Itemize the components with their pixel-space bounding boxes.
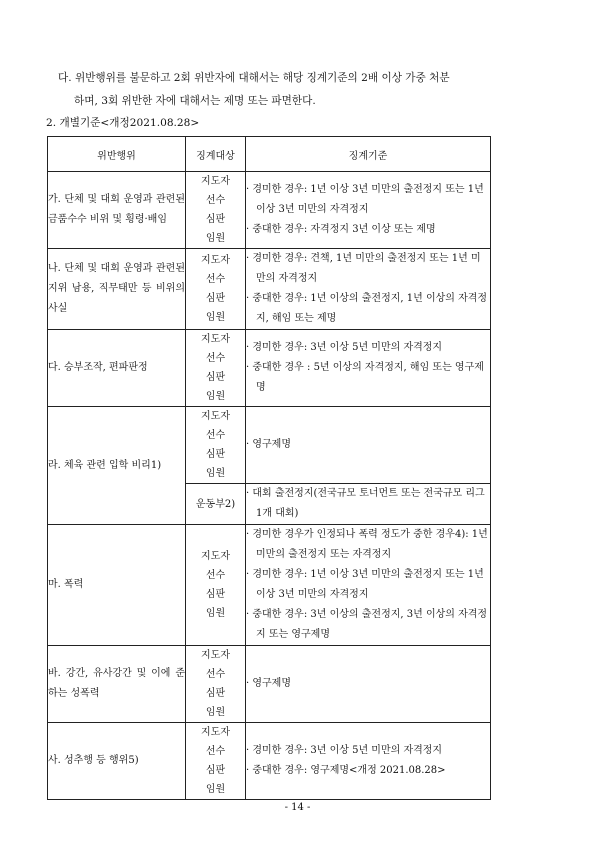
standard-item: · 중대한 경우: 영구제명<개정 2021.08.28> (246, 765, 446, 776)
standard-cell (246, 525, 491, 646)
standard-item: · 중대한 경우: 1년 이상의 출전정지, 1년 이상의 자격정지, 해임 또는 제명 (246, 293, 488, 324)
target-label: 심판 (205, 765, 226, 776)
target-cell (186, 646, 246, 723)
standard-item: · 경미한 경우: 1년 이상 3년 미만의 출전정지 또는 1년 이상 3년 미만의 자격정지 (246, 184, 484, 215)
target-cell (186, 330, 246, 407)
violation-cell: 라. 체육 관련 입학 비리1) (48, 407, 186, 525)
table-row (48, 723, 491, 800)
target-label: 임원 (205, 233, 226, 244)
intro-paragraph-line2: 하며, 3회 위반한 자에 대해서는 제명 또는 파면한다. (74, 95, 316, 107)
discipline-standards-table (47, 136, 491, 800)
standard-item: · 경미한 경우가 인정되나 폭력 정도가 중한 경우4): 1년 미만의 출전정지 또는 자격정지 (246, 529, 488, 560)
standard-item: · 중대한 경우: 자격정지 3년 이상 또는 제명 (246, 224, 436, 235)
standard-cell (246, 330, 491, 407)
standard-item: · 경미한 경우: 견책, 1년 미만의 출전정지 또는 1년 미만의 자격정지 (246, 253, 481, 284)
target-label: 심판 (205, 372, 226, 383)
target-label: 심판 (205, 589, 226, 600)
standard-item: · 영구제명 (246, 439, 291, 450)
target-label: 임원 (205, 784, 226, 795)
table-row (48, 646, 491, 723)
table-row (48, 525, 491, 646)
table-header-row (48, 137, 491, 172)
target-label: 심판 (205, 293, 226, 304)
target-label: 지도자 (201, 727, 230, 738)
table-row (48, 172, 491, 249)
target-cell (186, 407, 246, 484)
target-label: 지도자 (201, 334, 230, 345)
standard-item: · 대회 출전정지(전국규모 토너먼트 또는 전국규모 리그 1개 대회) (246, 488, 485, 519)
standard-cell (246, 484, 491, 525)
target-label: 선수 (205, 746, 226, 757)
table-row (48, 330, 491, 407)
table-row (48, 407, 491, 484)
target-label: 선수 (205, 195, 226, 206)
standard-item: · 경미한 경우: 1년 이상 3년 미만의 출전정지 또는 1년 이상 3년 미만의 자격정지 (246, 569, 484, 600)
target-label: 임원 (205, 468, 226, 479)
target-label: 선수 (205, 430, 226, 441)
intro-paragraph-line1: 다. 위반행위를 불문하고 2회 위반자에 대해서는 해당 징계기준의 2배 이상 가중 처분 (58, 72, 450, 84)
target-cell (186, 484, 246, 525)
target-label: 임원 (205, 707, 226, 718)
header-violation: 위반행위 (48, 137, 186, 172)
violation-cell: 다. 승부조작, 편파판정 (48, 330, 186, 407)
standard-cell (246, 646, 491, 723)
target-label: 심판 (205, 214, 226, 225)
target-label: 지도자 (201, 411, 230, 422)
standard-item: · 중대한 경우 : 5년 이상의 자격정지, 해임 또는 영구제명 (246, 362, 484, 393)
target-label: 선수 (205, 570, 226, 581)
target-cell (186, 723, 246, 800)
standard-item: · 영구제명 (246, 678, 291, 689)
target-label: 심판 (205, 688, 226, 699)
target-label: 선수 (205, 669, 226, 680)
table-row (48, 249, 491, 330)
target-label: 지도자 (201, 255, 230, 266)
standard-item: · 경미한 경우: 3년 이상 5년 미만의 자격정지 (246, 342, 443, 353)
standard-item: · 경미한 경우: 3년 이상 5년 미만의 자격정지 (246, 745, 443, 756)
target-label: 심판 (205, 449, 226, 460)
violation-cell: 바. 강간, 유사강간 및 이에 준하는 성폭력 (48, 646, 186, 723)
standard-cell (246, 249, 491, 330)
target-label: 임원 (205, 312, 226, 323)
header-target: 징계대상 (186, 137, 246, 172)
standard-cell (246, 407, 491, 484)
violation-cell: 가. 단체 및 대회 운영과 관련된 금품수수 비위 및 횡령·배임 (48, 172, 186, 249)
target-label: 지도자 (201, 176, 230, 187)
violation-cell: 마. 폭력 (48, 525, 186, 646)
target-cell (186, 525, 246, 646)
target-label: 지도자 (201, 551, 230, 562)
standard-cell (246, 723, 491, 800)
page-number: - 14 - (284, 802, 311, 813)
target-cell (186, 249, 246, 330)
section-heading: 2. 개별기준<개정2021.08.28> (46, 117, 200, 129)
standard-item: · 중대한 경우: 3년 이상의 출전정지, 3년 이상의 자격정지 또는 영구제명 (246, 609, 488, 640)
target-label: 운동부2) (195, 498, 236, 510)
target-label: 선수 (205, 353, 226, 364)
target-label: 선수 (205, 274, 226, 285)
target-label: 임원 (205, 608, 226, 619)
target-label: 지도자 (201, 650, 230, 661)
header-standard: 징계기준 (246, 137, 491, 172)
target-label: 임원 (205, 391, 226, 402)
standard-cell (246, 172, 491, 249)
violation-cell: 나. 단체 및 대회 운영과 관련된 지위 남용, 직무태만 등 비위의 사실 (48, 249, 186, 330)
target-cell (186, 172, 246, 249)
violation-cell: 사. 성추행 등 행위5) (48, 723, 186, 800)
